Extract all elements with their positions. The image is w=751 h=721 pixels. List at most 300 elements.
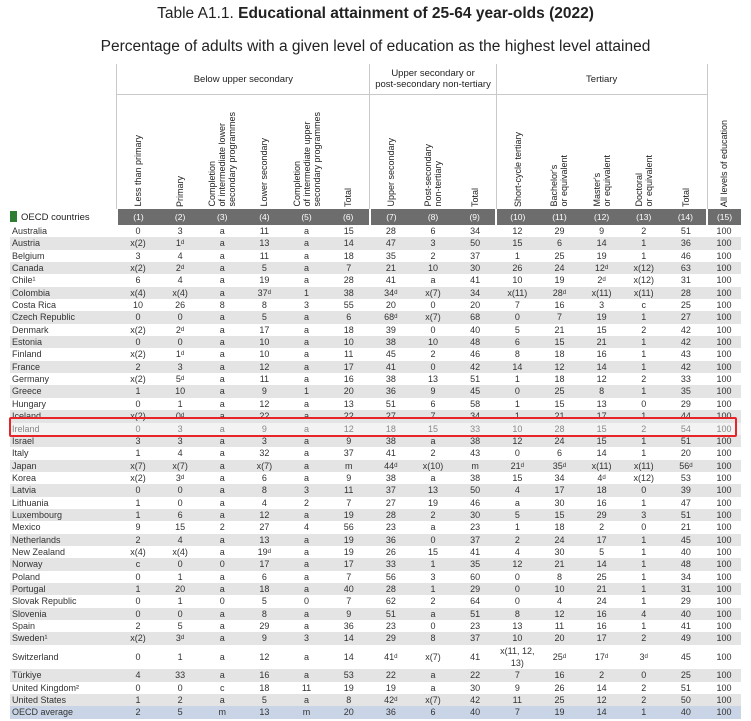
table-row [10, 534, 741, 546]
cell-value: 100 [707, 694, 741, 706]
country-name: United Kingdom² [12, 682, 80, 693]
cell-value: 100 [716, 398, 732, 409]
cell-value: 63 [665, 262, 707, 274]
cell-value: 7 [346, 596, 352, 607]
cell-value: 15 [554, 398, 565, 409]
cell-value: 18 [554, 349, 565, 360]
cell-value: 1 [412, 558, 454, 570]
table-row [10, 620, 741, 632]
table-row [10, 398, 741, 410]
cell-value: 11 [554, 621, 565, 631]
cell-value: 3 [117, 435, 159, 447]
cell-value: 100 [707, 608, 741, 620]
country-name: Türkiye [10, 669, 117, 681]
country-name: Costa Rica [12, 300, 57, 311]
cell-value: 34 [680, 571, 691, 582]
column-number: (4) [243, 209, 285, 225]
cell-value: 1 [623, 385, 665, 397]
cell-value: 25ᵈ [552, 651, 567, 662]
cell-value: 19 [596, 250, 607, 261]
cell-value: 38 [370, 336, 412, 348]
cell-value: c [641, 300, 646, 311]
cell-value: 28 [370, 583, 412, 595]
cell-value: 3ᵈ [175, 472, 185, 483]
country-name: Portugal [10, 583, 117, 595]
cell-value: 1 [623, 410, 665, 422]
table-row [10, 608, 741, 620]
cell-value: 9 [328, 608, 370, 620]
cell-value: 2 [641, 226, 647, 236]
cell-value: 19 [343, 682, 354, 693]
cell-value: 1 [641, 571, 647, 582]
cell-value: 56 [385, 571, 396, 582]
cell-value: 1 [641, 621, 647, 631]
cell-value: a [285, 583, 327, 595]
cell-value: 6 [412, 706, 454, 719]
cell-value: 100 [716, 546, 732, 557]
column-number: (2) [159, 209, 201, 225]
table-row [10, 484, 741, 496]
cell-value: 2 [135, 621, 141, 631]
cell-value: 14 [581, 237, 623, 249]
column-number: (5) [285, 209, 327, 225]
cell-value: 44 [665, 410, 707, 422]
cell-value: 27 [370, 410, 412, 422]
cell-value: 51 [680, 226, 691, 236]
cell-value: 12 [496, 558, 538, 570]
cell-value: 36 [370, 706, 412, 719]
cell-value: 28 [538, 423, 580, 435]
cell-value: 2 [641, 682, 647, 693]
cell-value: 3 [285, 484, 327, 496]
cell-value: 41ᵈ [384, 651, 398, 662]
cell-value: 8 [581, 385, 623, 397]
cell-value: 31 [665, 583, 707, 595]
cell-value: 18 [343, 250, 354, 261]
cell-value: 0 [135, 226, 141, 236]
cell-value: 15 [538, 336, 580, 348]
cell-value: 14 [496, 361, 538, 373]
cell-value: 46 [680, 250, 691, 261]
cell-value: 41 [470, 651, 481, 662]
cell-value: a [219, 651, 225, 662]
cell-value: c [219, 682, 225, 693]
cell-value: x(2) [130, 374, 146, 385]
cell-value: 21 [538, 558, 580, 570]
cell-value: 100 [716, 448, 732, 459]
cell-value: 26 [554, 682, 565, 693]
cell-value: 14 [343, 651, 354, 662]
cell-value: 7 [496, 706, 538, 719]
cell-value: 51 [680, 682, 691, 693]
cell-value: 8 [496, 608, 538, 620]
country-name: Greece [10, 385, 117, 397]
cell-value: 3 [135, 250, 141, 261]
country-name: Slovak Republic [12, 596, 77, 607]
cell-value: 37 [454, 534, 496, 546]
cell-value: x(2) [130, 324, 146, 335]
cell-value: 15 [596, 324, 607, 335]
cell-value: 21 [554, 324, 565, 335]
cell-value: 1 [514, 522, 520, 533]
cell-value: 30 [454, 262, 496, 274]
cell-value: 3 [412, 237, 454, 249]
cell-value: 1 [117, 385, 159, 397]
cell-value: 1 [117, 509, 159, 521]
cell-value: a [219, 497, 225, 508]
cell-value: a [285, 558, 327, 570]
cell-value: 2ᵈ [597, 275, 606, 286]
cell-value: 1 [623, 311, 665, 323]
cell-value: 22 [243, 410, 285, 422]
cell-value: 39 [665, 484, 707, 496]
cell-value: 2 [117, 534, 159, 546]
cell-value: 8 [261, 300, 267, 311]
cell-value: a [201, 534, 243, 546]
cell-value: 6 [328, 311, 370, 323]
cell-value: 3ᵈ [159, 632, 201, 644]
cell-value: x(12) [633, 275, 654, 286]
cell-value: 9 [514, 682, 520, 693]
cell-value: 10 [412, 262, 454, 274]
cell-value: 2ᵈ [159, 262, 201, 274]
cell-value: 20 [159, 583, 201, 595]
cell-value: 0 [496, 583, 538, 595]
cell-value: 7 [538, 311, 580, 323]
column-number: (1) [117, 209, 159, 225]
cell-value: 21ᵈ [496, 460, 538, 472]
country-name: Czech Republic [10, 311, 117, 323]
cell-value: 33 [680, 374, 691, 385]
cell-value: 1 [623, 336, 665, 348]
cell-value: 2 [219, 522, 225, 533]
cell-value: 0 [159, 558, 201, 570]
cell-value: a [201, 460, 243, 472]
cell-value: 23 [385, 522, 396, 533]
country-name: Poland [12, 571, 41, 582]
cell-value: 40 [470, 324, 481, 335]
cell-value: 13 [412, 484, 454, 496]
cell-value: 100 [707, 534, 741, 546]
cell-value: 27 [385, 497, 396, 508]
cell-value: 28ᵈ [538, 287, 580, 299]
cell-value: 19 [328, 509, 370, 521]
cell-value: 8 [219, 300, 225, 311]
cell-value: 16 [581, 608, 623, 620]
cell-value: c [117, 558, 159, 570]
cell-value: a [219, 621, 225, 631]
cell-value: 0 [159, 608, 201, 620]
cell-value: 0 [117, 336, 159, 348]
cell-value: 1 [623, 435, 665, 447]
cell-value: 0 [412, 361, 454, 373]
cell-value: 50 [454, 237, 496, 249]
cell-value: 29 [370, 632, 412, 644]
cell-value: 22 [454, 669, 496, 681]
cell-value: a [219, 324, 225, 335]
table-title [0, 5, 751, 23]
cell-value: 12 [596, 374, 607, 385]
cell-value: x(4) [117, 287, 159, 299]
cell-value: 29 [581, 509, 623, 521]
cell-value: a [201, 287, 243, 299]
table-row [10, 311, 741, 323]
cell-value: 24 [596, 596, 607, 607]
cell-value: 100 [716, 324, 732, 335]
cell-value: 40 [454, 706, 496, 719]
cell-value: 15 [428, 546, 439, 557]
cell-value: 100 [707, 669, 741, 681]
table-row [10, 632, 741, 644]
cell-value: 3ᵈ [639, 651, 648, 662]
cell-value: 6 [261, 472, 267, 483]
cell-value: 45 [454, 385, 496, 397]
cell-value: 100 [707, 460, 741, 472]
cell-value: 4 [177, 275, 183, 286]
cell-value: 1 [623, 706, 665, 719]
cell-value: 4 [177, 250, 183, 261]
cell-value: 29 [259, 621, 270, 631]
cell-value: 17 [581, 534, 623, 546]
cell-value: 6 [430, 226, 436, 236]
cell-value: a [304, 621, 310, 631]
cell-value: 56ᵈ [665, 460, 707, 472]
cell-value: 40 [680, 546, 691, 557]
country-name: Estonia [10, 336, 117, 348]
cell-value: 100 [707, 237, 741, 249]
cell-value: a [285, 669, 327, 681]
table-row [10, 435, 741, 447]
cell-value: 8 [243, 484, 285, 496]
cell-value: a [304, 472, 310, 483]
cell-value: 6 [261, 571, 267, 582]
cell-value: 38 [470, 472, 481, 483]
column-number: (7) [370, 209, 412, 225]
column-header: Post-secondary non-tertiary [423, 144, 444, 207]
table-subtitle: Percentage of adults with a given level of education as the highest level attained [100, 38, 651, 55]
cell-value: a [201, 509, 243, 521]
cell-value: 2 [623, 632, 665, 644]
cell-value: a [201, 336, 243, 348]
country-name: Canada [10, 262, 117, 274]
cell-value: 54 [665, 423, 707, 435]
cell-value: a [285, 336, 327, 348]
cell-value: 51 [454, 608, 496, 620]
country-name: Finland [12, 349, 42, 360]
table-row [10, 447, 741, 459]
cell-value: 41 [385, 448, 396, 459]
cell-value: 21 [581, 583, 623, 595]
cell-value: 100 [707, 632, 741, 644]
cell-value: 3 [159, 435, 201, 447]
table-row [10, 694, 741, 706]
cell-value: 100 [707, 385, 741, 397]
cell-value: 34 [454, 410, 496, 422]
column-number: (12) [581, 209, 623, 225]
cell-value: 1 [285, 385, 327, 397]
cell-value: 46 [470, 497, 481, 508]
table-row [10, 324, 741, 336]
cell-value: 100 [716, 571, 732, 582]
column-header: Lower secondary [259, 138, 270, 207]
cell-value: 19 [343, 546, 354, 557]
cell-value: 2 [581, 669, 623, 681]
cell-value: 0 [641, 398, 647, 409]
column-number: (3) [201, 209, 243, 225]
cell-value: 13 [428, 374, 439, 385]
table-row [10, 472, 741, 484]
cell-value: 51 [665, 435, 707, 447]
country-name: Ireland [10, 423, 117, 435]
cell-value: a [304, 398, 310, 409]
column-header: Master's or equivalent [591, 155, 612, 207]
country-name: Belgium [12, 250, 45, 261]
cell-value: 11 [301, 682, 312, 693]
cell-value: 20 [328, 385, 370, 397]
cell-value: 0 [430, 621, 436, 631]
cell-value: 100 [707, 361, 741, 373]
cell-value: 3 [243, 435, 285, 447]
cell-value: a [219, 349, 225, 360]
cell-value: 12 [328, 423, 370, 435]
cell-value: 15 [412, 423, 454, 435]
cell-value: 13 [512, 621, 523, 631]
cell-value: 35 [665, 385, 707, 397]
cell-value: 1 [514, 374, 520, 385]
cell-value: 1 [623, 558, 665, 570]
cell-value: 43 [470, 448, 481, 459]
cell-value: a [219, 226, 225, 236]
cell-value: 18 [370, 423, 412, 435]
cell-value: 4 [117, 669, 159, 681]
cell-value: 53 [680, 472, 691, 483]
cell-value: 21 [538, 410, 580, 422]
cell-value: 18 [259, 682, 270, 693]
group-tertiary: Tertiary [496, 64, 707, 95]
cell-value: 3 [285, 632, 327, 644]
cell-value: 0 [304, 596, 310, 607]
cell-value: 6 [430, 398, 436, 409]
cell-value: 0ᵈ [159, 410, 201, 422]
cell-value: 9 [135, 522, 141, 533]
cell-value: 40 [665, 608, 707, 620]
country-name: United States [10, 694, 117, 706]
cell-value: x(2) [117, 410, 159, 422]
cell-value: 14 [328, 237, 370, 249]
cell-value: 12 [538, 361, 580, 373]
cell-value: x(7) [243, 460, 285, 472]
cell-value: 16 [554, 300, 565, 311]
cell-value: 5 [159, 706, 201, 719]
cell-value: 100 [716, 596, 732, 607]
cell-value: 1 [412, 583, 454, 595]
cell-value: 0 [159, 336, 201, 348]
cell-value: 2 [641, 374, 647, 385]
cell-value: 10 [132, 300, 143, 311]
cell-value: 33 [159, 669, 201, 681]
cell-value: 2 [599, 522, 605, 533]
cell-value: 3 [159, 423, 201, 435]
cell-value: 29 [680, 596, 691, 607]
cell-value: 14 [581, 361, 623, 373]
table-row [10, 225, 741, 237]
cell-value: a [304, 546, 310, 557]
cell-value: m [454, 460, 496, 472]
country-name: Japan [10, 460, 117, 472]
cell-value: 20 [470, 300, 481, 311]
cell-value: 5 [243, 311, 285, 323]
cell-value: 2ᵈ [175, 324, 185, 335]
cell-value: a [285, 262, 327, 274]
cell-value: 19 [428, 497, 439, 508]
table-row [10, 546, 741, 558]
cell-value: 9 [599, 226, 605, 236]
cell-value: 100 [716, 349, 732, 360]
cell-value: 5 [496, 509, 538, 521]
cell-value: 100 [707, 262, 741, 274]
cell-value: 37 [454, 632, 496, 644]
cell-value: 1 [177, 398, 183, 409]
cell-value: 25 [680, 300, 691, 311]
cell-value: 100 [716, 275, 732, 286]
cell-value: 16 [243, 669, 285, 681]
cell-value: 35 [385, 250, 396, 261]
cell-value: 3 [177, 226, 183, 236]
cell-value: 33 [370, 558, 412, 570]
cell-value: 1 [177, 651, 183, 662]
cell-value: 45 [665, 534, 707, 546]
cell-value: 39 [385, 324, 396, 335]
cell-value: 46 [470, 349, 481, 360]
column-number: (10) [496, 209, 538, 225]
country-name: Norway [10, 558, 117, 570]
cell-value: 1 [641, 349, 647, 360]
table-row [10, 299, 741, 311]
cell-value: 41 [470, 275, 481, 286]
cell-value: 48 [454, 336, 496, 348]
cell-value: 37 [370, 484, 412, 496]
cell-value: 5 [177, 621, 183, 631]
cell-value: 4 [159, 534, 201, 546]
cell-value: 5 [243, 694, 285, 706]
cell-value: 9 [243, 423, 285, 435]
cell-value: 26 [385, 546, 396, 557]
table-row [10, 348, 741, 360]
cell-value: 0 [412, 534, 454, 546]
cell-value: a [201, 410, 243, 422]
cell-value: 100 [707, 583, 741, 595]
cell-value: 100 [716, 472, 732, 483]
cell-value: 1 [641, 546, 647, 557]
country-name: Italy [12, 448, 29, 459]
cell-value: 1 [623, 583, 665, 595]
cell-value: 12 [259, 651, 270, 662]
cell-value: 0 [641, 522, 647, 533]
cell-value: 16 [596, 349, 607, 360]
table-row [10, 336, 741, 348]
cell-value: a [430, 275, 436, 286]
cell-value: 22 [370, 669, 412, 681]
cell-value: a [285, 694, 327, 706]
cell-value: 25 [665, 669, 707, 681]
cell-value: 34 [470, 226, 481, 236]
cell-value: 0 [496, 311, 538, 323]
cell-value: 16 [596, 497, 607, 508]
cell-value: 51 [665, 509, 707, 521]
cell-value: 100 [716, 497, 732, 508]
cell-value: 100 [707, 706, 741, 719]
column-header: Total [343, 187, 354, 207]
